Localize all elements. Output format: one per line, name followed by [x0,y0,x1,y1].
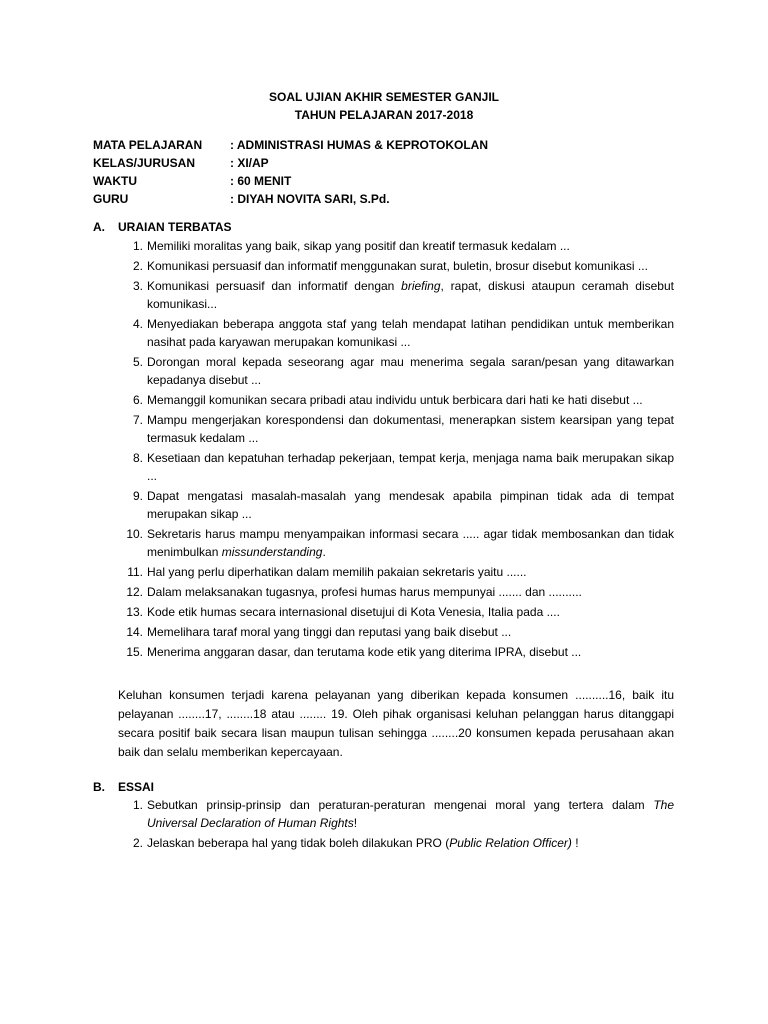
question-item [118,603,674,621]
question-text-part: Jelaskan beberapa hal yang tidak boleh dilakukan PRO ( [147,836,450,850]
question-number: 11. [127,565,143,579]
section-title: URAIAN TERBATAS [118,220,232,234]
question-text: Menyediakan beberapa anggota staf yang telah mendapat latihan pendidikan untuk memberikan nasihat pada karyawan merupakan komunikasi ... [147,317,674,349]
document-header [0,88,768,124]
question-item [118,353,674,389]
question-number: 1. [132,239,143,253]
question-text: Memanggil komunikan secara pribadi atau individu untuk berbicara dari hati ke hati disebut ... [147,393,643,407]
section-a-heading [93,218,232,236]
info-label: MATA PELAJARAN [93,138,203,152]
question-text: Dalam melaksanakan tugasnya, profesi humas harus mempunyai ....... dan .......... [147,585,582,599]
question-number: 2. [132,259,143,273]
section-b-heading [93,778,154,796]
cloze-paragraph: Keluhan konsumen terjadi karena pelayanan yang diberikan kepada konsumen ..........16, baik itu pelayanan ........17, ........18 atau ........ 19. Oleh pihak organisasi keluhan pelanggan harus ditanggapi secara positif baik secara lisan maupun tulisan sehingga ........20 konsumen kepada perusahaan akan baik dan selalu memberikan kepercayaan. [118,688,674,759]
question-text [147,796,674,832]
question-item [118,525,674,561]
question-number: 1. [132,798,143,812]
info-value: : XI/AP [230,156,269,170]
question-item [118,643,674,661]
exam-info [93,136,488,208]
question-number: 2. [132,836,143,850]
question-text-part: ! [353,816,358,830]
question-text: Memelihara taraf moral yang tinggi dan reputasi yang baik disebut ... [147,625,512,639]
question-text: Memiliki moralitas yang baik, sikap yang positif dan kreatif termasuk kedalam ... [147,239,570,253]
question-item [118,237,674,255]
question-number: 7. [132,413,143,427]
italic-term: The Universal Declaration of Human Rights [147,798,674,830]
italic-term: briefing [401,279,441,293]
document-subtitle: TAHUN PELAJARAN 2017-2018 [294,108,474,122]
question-number: 9. [132,489,143,503]
section-letter: B. [93,780,105,794]
essay-item [118,796,674,832]
question-number: 14. [126,625,143,639]
question-text: Komunikasi persuasif dan informatif menggunakan surat, buletin, brosur disebut komunikasi ... [147,259,648,273]
question-item [118,623,674,641]
section-title: ESSAI [118,780,155,794]
question-text: Dorongan moral kepada seseorang agar mau menerima segala saran/pesan yang ditawarkan kepadanya disebut ... [147,355,674,387]
info-label: KELAS/JURUSAN [93,156,196,170]
question-number: 5. [132,355,143,369]
question-item [118,449,674,485]
info-row-class [93,154,488,172]
question-text: Hal yang perlu diperhatikan dalam memilih pakaian sekretaris yaitu ...... [147,565,527,579]
section-b-questions [118,796,674,854]
question-number: 13. [126,605,143,619]
question-number: 4. [132,317,143,331]
info-row-time [93,172,488,190]
question-item [118,487,674,523]
info-label: WAKTU [93,174,137,188]
question-text-part: , rapat, diskusi ataupun ceramah disebut komunikasi... [147,279,674,311]
question-text: Kode etik humas secara internasional disetujui di Kota Venesia, Italia pada .... [147,605,560,619]
italic-term: Public Relation Officer) [449,836,572,850]
question-item [118,583,674,601]
question-number: 15. [126,645,143,659]
question-text [147,834,674,852]
essay-item [118,834,674,852]
question-text [147,525,674,561]
question-text: Menerima anggaran dasar, dan terutama kode etik yang diterima IPRA, disebut ... [147,645,582,659]
question-number: 3. [132,279,143,293]
section-a-questions [118,237,674,663]
question-text: Kesetiaan dan kepatuhan terhadap pekerjaan, tempat kerja, menjaga nama baik merupakan sikap ... [147,451,674,483]
question-item [118,277,674,313]
question-text [147,277,674,313]
document-title: SOAL UJIAN AKHIR SEMESTER GANJIL [268,90,500,104]
question-number: 6. [132,393,143,407]
question-number: 8. [132,451,143,465]
question-item [118,411,674,447]
section-letter: A. [93,220,105,234]
question-item [118,257,674,275]
info-value: : 60 MENIT [230,174,292,188]
question-item [118,563,674,581]
info-row-teacher [93,190,488,208]
info-value: : DIYAH NOVITA SARI, S.Pd. [230,192,390,206]
question-number: 12. [126,585,143,599]
question-text-part: Sekretaris harus mampu menyampaikan informasi secara ..... agar tidak membosankan dan tidak menimbulkan [147,527,674,559]
info-row-subject [93,136,488,154]
italic-term: missunderstanding [221,545,323,559]
question-number: 10. [126,527,143,541]
question-text-part: . [322,545,326,559]
info-value: : ADMINISTRASI HUMAS & KEPROTOKOLAN [230,138,488,152]
question-text-part: Sebutkan prinsip-prinsip dan peraturan-peraturan mengenai moral yang tertera dalam [147,798,654,812]
question-text-part: ! [571,836,579,850]
question-text: Mampu mengerjakan korespondensi dan dokumentasi, menerapkan sistem kearsipan yang tepat termasuk kedalam ... [147,413,674,445]
question-text: Dapat mengatasi masalah-masalah yang mendesak apabila pimpinan tidak ada di tempat merupakan sikap ... [147,489,674,521]
question-item [118,391,674,409]
info-label: GURU [93,192,129,206]
question-item [118,315,674,351]
question-text-part: Komunikasi persuasif dan informatif dengan [147,279,402,293]
